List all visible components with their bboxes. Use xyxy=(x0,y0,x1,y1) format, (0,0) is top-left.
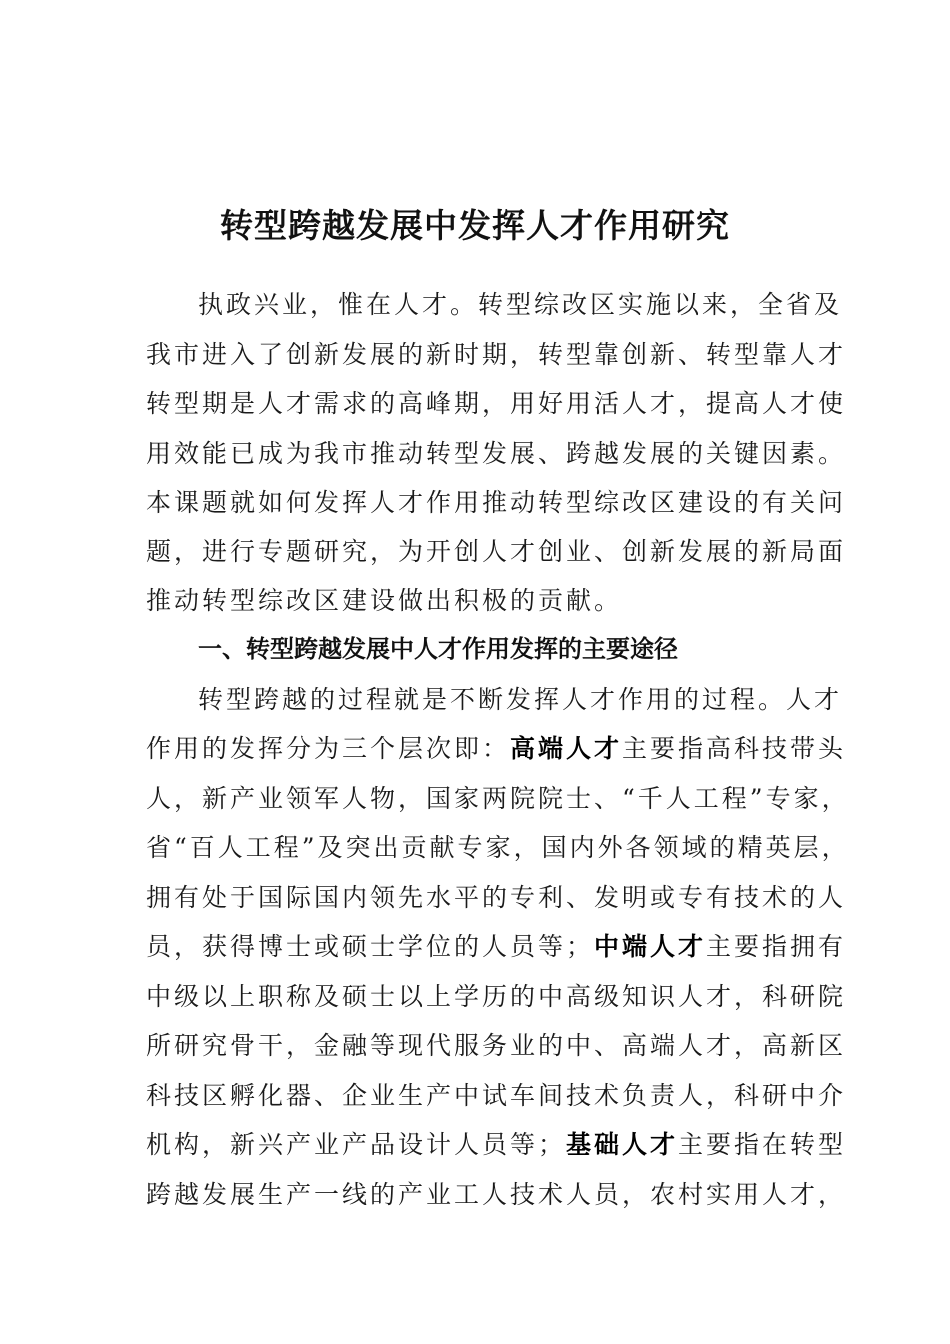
paragraph-line xyxy=(146,1127,847,1163)
paragraph-line xyxy=(146,781,850,817)
paragraph-line xyxy=(198,682,868,718)
paragraph-line xyxy=(146,1078,847,1114)
line-text: 员，获得博士或硕士学位的人员等； xyxy=(146,932,595,961)
paragraph-line xyxy=(146,731,847,767)
section-heading: 一、转型跨越发展中人才作用发挥的主要途径 xyxy=(198,635,678,663)
page-title: 转型跨越发展中发挥人才作用研究 xyxy=(220,206,730,245)
paragraph-line xyxy=(146,1177,847,1213)
paragraph-line: 本课题就如何发挥人才作用推动转型综改区建设的有关问 xyxy=(146,488,847,517)
line-text: 转型跨越的过程就是不断发挥人才作用的过程。人才 xyxy=(198,685,843,714)
paragraph-line: 执政兴业，惟在人才。转型综改区实施以来，全省及 xyxy=(198,290,843,319)
line-text: 机构，新兴产业产品设计人员等； xyxy=(146,1130,567,1159)
line-text: 作用的发挥分为三个层次即： xyxy=(146,734,511,763)
paragraph-line: 转型期是人才需求的高峰期，用好用活人才，提高人才使 xyxy=(146,389,847,418)
paragraph-line: 用效能已成为我市推动转型发展、跨越发展的关键因素。 xyxy=(146,439,847,468)
line-text: 科技区孵化器、企业生产中试车间技术负责人，科研中介 xyxy=(146,1081,847,1110)
term-basic-talent: 基础人才 xyxy=(566,1130,679,1159)
line-text: 跨越发展生产一线的产业工人技术人员，农村实用人才， xyxy=(146,1180,847,1209)
paragraph-line xyxy=(146,1028,847,1064)
line-text: 拥有处于国际国内领先水平的专利、发明或专有技术的人 xyxy=(146,883,847,912)
term-mid-level-talent: 中端人才 xyxy=(594,932,707,961)
paragraph-line xyxy=(146,880,847,916)
paragraph-line: 我市进入了创新发展的新时期，转型靠创新、转型靠人才 xyxy=(146,340,847,369)
line-text: 主要指拥有 xyxy=(706,932,847,961)
line-text: 主要指高科技带头 xyxy=(622,734,847,763)
paragraph-line xyxy=(146,979,847,1015)
term-high-end-talent: 高端人才 xyxy=(510,734,623,763)
paragraph-line xyxy=(146,830,850,866)
paragraph-line xyxy=(146,929,847,965)
line-text: 省“百人工程”及突出贡献专家，国内外各领域的精英层， xyxy=(146,833,850,862)
line-text: 所研究骨干，金融等现代服务业的中、高端人才，高新区 xyxy=(146,1031,847,1060)
line-text: 主要指在转型 xyxy=(678,1130,847,1159)
line-text: 中级以上职称及硕士以上学历的中高级知识人才，科研院 xyxy=(146,982,847,1011)
paragraph-line: 推动转型综改区建设做出积极的贡献。 xyxy=(146,586,623,615)
paragraph-line: 题，进行专题研究，为开创人才创业、创新发展的新局面 xyxy=(146,537,847,566)
line-text: 人，新产业领军人物，国家两院院士、“千人工程”专家， xyxy=(146,784,850,813)
